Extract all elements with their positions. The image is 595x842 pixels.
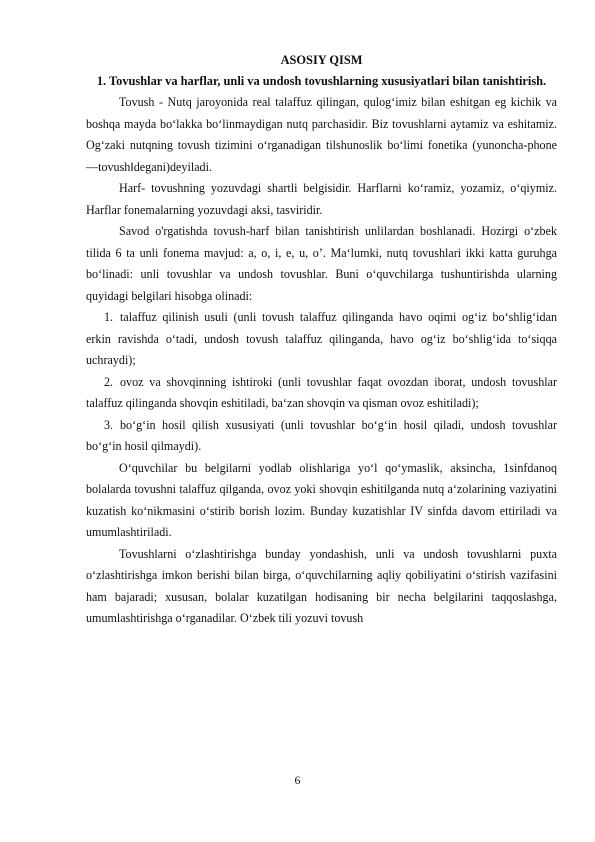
paragraph-harf-definition: Harf- tovushning yozuvdagi shartli belgisidir. Harflarni ko‘ramiz, yozamiz, o‘qiymiz. Harflar fonemalarning yozuvdagi aksi, tasviridir. — [86, 181, 557, 217]
paragraph-savod: Savod o'rgatishda tovush-harf bilan tanishtirish unlilardan boshlanadi. Hozirgi o‘zbek tilida 6 ta unli fonema mavjud: a, o, i, e, u, o’. Ma‘lumki, nutq tovushlari ikki katta guruhga bo‘linadi: unli tovushlar va undosh tovushlar. Buni o‘quvchilarga tushuntirishda ularning quyidagi belgilari hisobga olinadi: — [86, 224, 557, 303]
page-number: 6 — [294, 773, 301, 787]
list-item-number: 3. — [104, 417, 114, 432]
list-item-text: talaffuz qilinish usuli (unli tovush talaffuz qilinganda havo oqimi og‘iz bo‘shlig‘idan erkin ravishda o‘tadi, undosh tovush talaffuz qilinganda, havo og‘iz bo‘shlig‘ida to‘siqqa uchraydi); — [86, 310, 557, 367]
paragraph-observation: O‘quvchilar bu belgilarni yodlab olishlariga yo‘l qo‘ymaslik, aksincha, 1sinfdanoq bolalarda tovushni talaffuz qilganda, ovoz yoki shovqin eshitilganda nutq a‘zolarining vaziyatini kuzatish ko‘nikmasini o‘stirib borish lozim. Bunday kuzatishlar IV sinfda davom ettiriladi va umumlashtiriladi. — [86, 460, 557, 539]
section-title: ASOSIY QISM — [280, 53, 363, 67]
list-item — [86, 415, 557, 458]
document-page — [86, 50, 557, 630]
paragraph-approach: Tovushlarni o‘zlashtirishga bunday yondashish, unli va undosh tovushlarni puxta o‘zlashtirishga imkon berishi bilan birga, o‘quvchilarning aqliy qobiliyatini o‘stirish vazifasini ham bajaradi; xususan, bolalar kuzatilgan hodisaning bir necha belgilarini taqqoslashga, umumlashtirishga o‘rganadilar. O‘zbek tili yozuvi tovush — [86, 546, 557, 625]
list-item — [86, 372, 557, 415]
list-item-number: 2. — [104, 374, 114, 389]
list-item-text: ovoz va shovqinning ishtiroki (unli tovushlar faqat ovozdan iborat, undosh tovushlar talaffuz qilinganda shovqin eshitiladi, ba‘zan shovqin va qisman ovoz eshitiladi); — [86, 374, 557, 410]
chapter-title: 1. Tovushlar va harflar, unli va undosh tovushlarning xususiyatlari bilan tanishtirish. — [96, 74, 547, 88]
list-item-number: 1. — [104, 310, 114, 324]
list-item-text: bo‘g‘in hosil qilish xususiyati (unli tovushlar bo‘g‘in hosil qiladi, undosh tovushlar bo‘g‘in hosil qilmaydi). — [86, 417, 557, 453]
list-item — [86, 307, 557, 372]
paragraph-tovush-definition: Tovush - Nutq jaroyonida real talaffuz qilingan, qulog‘imiz bilan eshitgan eg kichik va boshqa mayda bo‘lakka bo‘linmaydigan nutq parchasidir. Biz tovushlarni aytamiz va eshitamiz. Og‘zaki nutqning tovush tizimini o‘rganadigan tilshunoslik bo‘limi fonetika (yunoncha-phone ―tovush‖degani)deyiladi. — [86, 95, 557, 174]
